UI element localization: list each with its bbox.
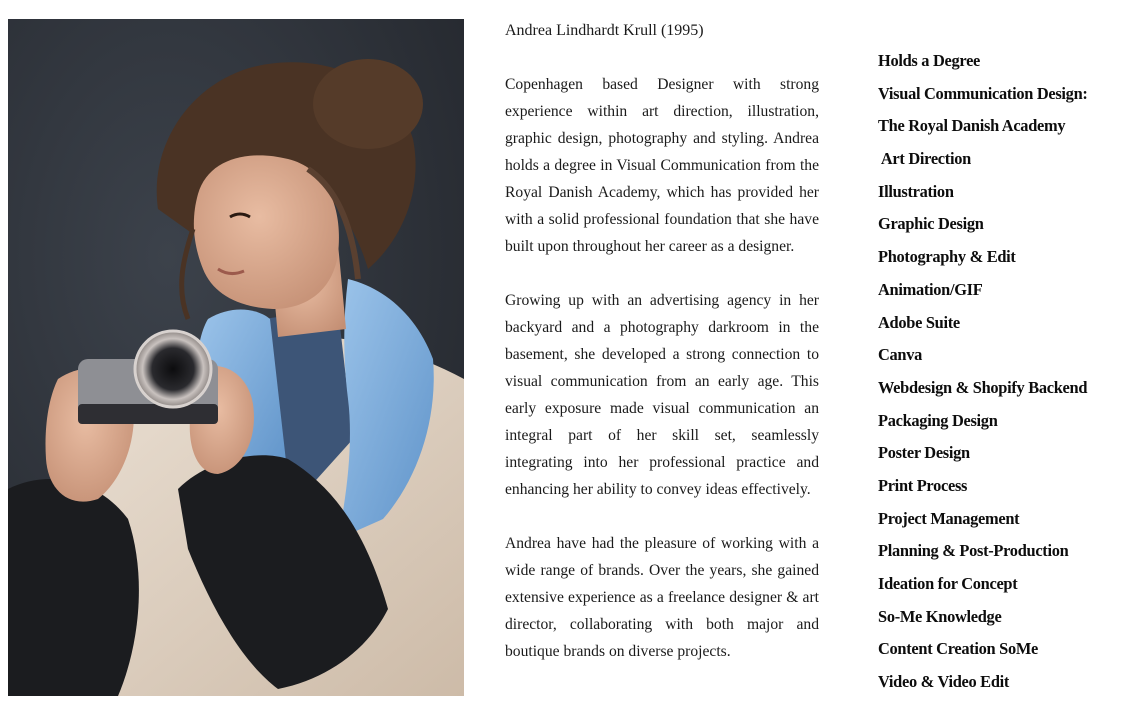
black-sleeve-left [8, 479, 139, 696]
skill-item: So-Me Knowledge [878, 606, 1002, 626]
skills-list [878, 48, 1128, 702]
skill-item: Planning & Post-Production [878, 541, 1069, 561]
bio-paragraph: Copenhagen based Designer with strong experience within art direction, illustration, graphic design, photography and styling. Andrea holds a degree in Visual Communication from the Royal Danish Academy, which has provided her with a solid professional foundation that she have built upon throughout her career as a designer. [505, 76, 819, 255]
skill-item: Visual Communication Design: [878, 83, 1088, 103]
skill-item: Ideation for Concept [878, 574, 1018, 593]
skill-item: Print Process [878, 475, 968, 495]
bio-paragraph: Growing up with an advertising agency in her backyard and a photography darkroom in the basement, she developed a strong connection to visual communication from an early age. This early exposure made visual communication an integral part of her skill set, seamlessly integrating into her professional practice and enhancing her ability to convey ideas effectively. [505, 292, 819, 498]
skill-item: Art Direction [878, 149, 971, 169]
bio-heading: Andrea Lindhardt Krull (1995) [505, 22, 704, 39]
skill-item: Video & Video Edit [878, 672, 1010, 692]
hair-bun [313, 59, 423, 149]
portrait-illustration [8, 19, 464, 696]
skill-item: Webdesign & Shopify Backend [878, 377, 1088, 397]
skill-item: Graphic Design [878, 214, 984, 234]
portrait-photo [8, 19, 464, 696]
skill-item: Adobe Suite [878, 312, 960, 332]
skill-item: Packaging Design [878, 410, 998, 430]
skill-item: Poster Design [878, 443, 970, 463]
skill-item: The Royal Danish Academy [878, 116, 1066, 136]
skill-item: Photography & Edit [878, 247, 1016, 267]
camera-grip [78, 404, 218, 424]
skill-item: Content Creation SoMe [878, 639, 1039, 659]
skill-item: Project Management [878, 508, 1020, 528]
bio-column [505, 17, 819, 665]
bio-paragraph: Andrea have had the pleasure of working with a wide range of brands. Over the years, she gained extensive experience as a freelance designer & art director, collaborating with both major and boutique brands on diverse projects. [505, 535, 819, 660]
skill-item: Animation/GIF [878, 279, 983, 299]
skill-item: Illustration [878, 181, 954, 201]
skill-item: Holds a Degree [878, 51, 981, 70]
skill-item: Canva [878, 345, 923, 365]
